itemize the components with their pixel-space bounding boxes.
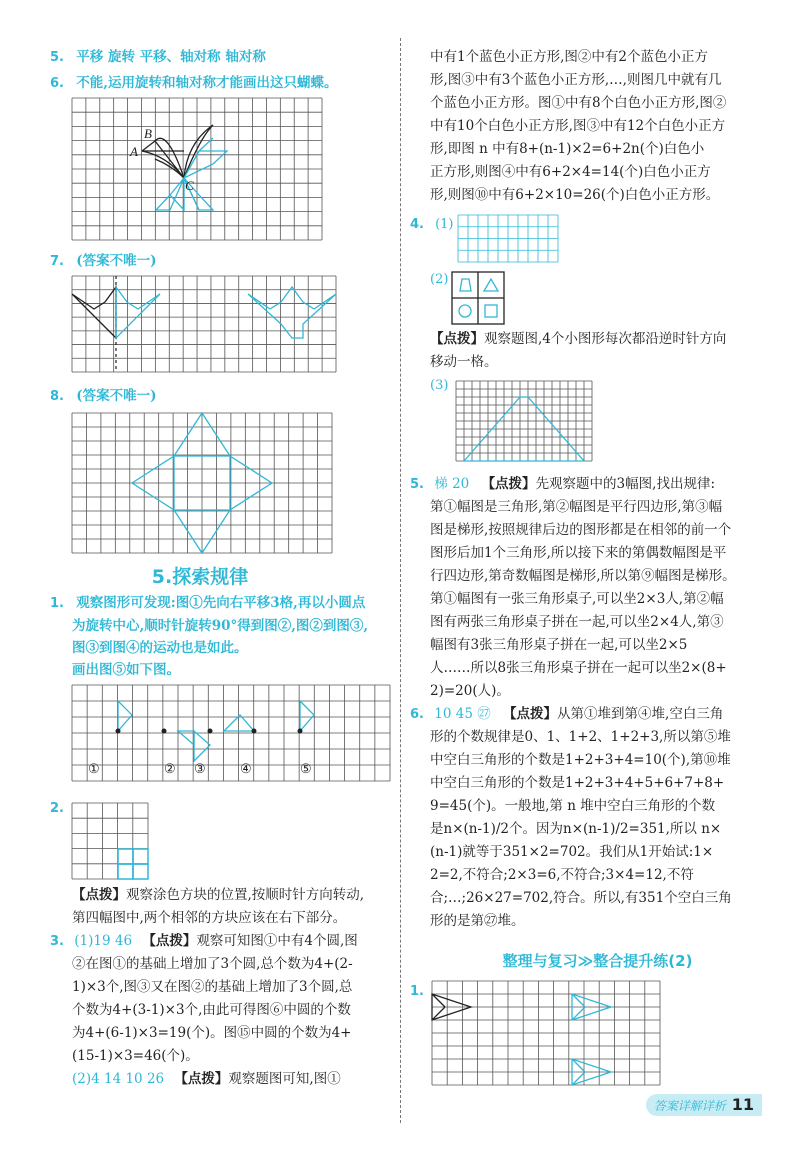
answer-2: (2)4 14 10 26: [72, 1071, 165, 1087]
star-grid-figure: [72, 413, 332, 553]
left-s2: [50, 797, 64, 816]
line-1: 观察可知图①中有4个圆,图: [196, 933, 358, 949]
fig-label-2: ②: [164, 762, 176, 777]
line-5: 9=45(个)。一般地,第 n 堆中空白三角形的个数: [430, 798, 716, 814]
q-number: 5.: [410, 477, 424, 492]
section-2-part-1: 整理与复习: [502, 952, 578, 970]
tip-label: 【点拨】: [430, 331, 484, 347]
answer-text: 平移 旋转 平移、轴对称 轴对称: [76, 49, 266, 65]
left-s2-tip: [72, 884, 397, 930]
line-2: 第①幅图是三角形,第②幅图是平行四边形,第③幅: [430, 499, 723, 515]
line-2: 第四幅图中,两个相邻的方块应该在右下部分。: [72, 910, 347, 926]
line-4: 画出图⑤如下图。: [72, 662, 180, 678]
line-1: 从第①堆到第④堆,空白三角: [557, 706, 724, 722]
q-number: 6.: [410, 707, 424, 722]
line-5: 形,即图 n 中有8+(n-1)×2=6+2n(个)白色小: [430, 141, 705, 157]
left-s3: [50, 930, 398, 1091]
line-2: 形的个数规律是0、1、1+2、1+2+3,所以第⑤堆: [430, 729, 731, 745]
arrow-shape-grid-figure: [432, 981, 660, 1085]
line-8: 幅图有3张三角形桌子拼在一起,可以坐2×5: [430, 637, 688, 653]
line-6: 正方形,则图④中有6+2×4=14(个)白色小正方: [430, 164, 711, 180]
footer-text: 答案详解详析: [653, 1099, 726, 1113]
tip-label-2: 【点拨】: [174, 1071, 229, 1087]
pattern-strip-figure: [458, 215, 558, 262]
line-4: 中有10个白色小正方形,图③中有12个白色小正方: [430, 118, 726, 134]
line-1: 观察图形可发现:图①先向右平移3格,再以小圆点: [76, 595, 366, 611]
page-footer: [646, 1094, 762, 1116]
line-4: 个数为4+(3-1)×3个,由此可得图⑥中圆的个数: [72, 1002, 351, 1018]
answer-text: (答案不唯一): [76, 253, 157, 269]
line-3: 中空白三角形的个数是1+2+3+4=10(个),第⑩堆: [430, 752, 731, 768]
right-continuation: [430, 46, 760, 207]
answer-text: 不能,运用旋转和轴对称才能画出这只蝴蝶。: [76, 75, 338, 91]
line-3: 图③到图④的运动也是如此。: [72, 640, 248, 656]
line-2: 为旋转中心,顺时针旋转90°得到图②,图②到图③,: [72, 618, 369, 634]
answer: 梯 20: [434, 476, 470, 492]
tip-label: 【点拨】: [72, 887, 126, 903]
tip-label: 【点拨】: [142, 933, 197, 949]
right-q5: [410, 473, 760, 703]
answer-1: (1)19 46: [74, 933, 133, 949]
line-1: 观察题图,4个小图形每次都沿逆时针方向: [484, 331, 727, 347]
line-10: 2)=20(人)。: [430, 683, 510, 699]
line-1: 观察涂色方块的位置,按顺时针方向转动,: [126, 887, 365, 903]
line-7: 图有两张三角形桌子拼在一起,可以坐2×4人,第③: [430, 614, 724, 630]
line-3: 图是梯形,按照规律后边的图形都是在相邻的前一个: [430, 522, 732, 538]
triangle-grid-figure: [456, 381, 592, 461]
fig-label-1: ①: [88, 762, 100, 777]
section-title: 5.探索规律: [151, 566, 249, 588]
q-number: 8.: [50, 389, 64, 404]
line-5: 为4+(6-1)×3=19(个)。图⑮中圆的个数为4+: [72, 1025, 352, 1041]
line-4: 中空白三角形的个数是1+2+3+4+5+6+7+8+: [430, 775, 725, 791]
q-number: 6.: [50, 76, 64, 91]
right-q4: [410, 213, 454, 232]
label-c: C: [185, 178, 194, 193]
line-1: 先观察题中的3幅图,找出规律:: [535, 476, 715, 492]
q-number: 7.: [50, 254, 64, 269]
left-q7: [50, 250, 157, 273]
line-9: 人……所以8张三角形桌子拼在一起可以坐2×(8+: [430, 660, 727, 676]
section-2-part-2: 整合提升练(2): [593, 952, 693, 970]
tulip-grid-figure: [72, 276, 336, 372]
q-number: 3.: [50, 934, 64, 949]
section-2-title: [405, 950, 790, 971]
line-7: 形,则图⑩中有6+2×10=26(个)白色小正方形。: [430, 187, 720, 203]
label-b: B: [144, 126, 152, 141]
line-3: 个蓝色小正方形。图①中有8个白色小正方形,图②: [430, 95, 727, 111]
label-a: A: [130, 144, 138, 159]
line-1: 中有1个蓝色小正方形,图②中有2个蓝色小正方: [430, 49, 708, 65]
q-number: 4.: [410, 217, 424, 232]
left-q5: [50, 46, 266, 69]
line-2: ②在图①的基础上增加了3个圆,总个数为4+(2-: [72, 956, 353, 972]
q-number: 2.: [50, 801, 64, 816]
tip-label: 【点拨】: [481, 476, 536, 492]
section-2-arrow: ≫: [577, 952, 594, 970]
line-4: 图形后加1个三角形,所以接下来的第偶数幅图是平: [430, 545, 727, 561]
line-5: 行四边形,第奇数幅图是梯形,所以第⑨幅图是梯形。: [430, 568, 736, 584]
part-1-label: (1): [435, 217, 454, 232]
page-number: 11: [731, 1095, 754, 1114]
shape-quad-figure: [452, 272, 504, 324]
line-10: 形的是第㉗堆。: [430, 913, 525, 929]
q-number: 5.: [50, 50, 64, 65]
right-q4-tip: [430, 328, 760, 374]
right-q6: [410, 703, 765, 933]
rotation-grid-figure: [72, 685, 390, 781]
right-s1: [410, 980, 424, 999]
tip-label: 【点拨】: [503, 706, 558, 722]
q-number: 1.: [410, 984, 424, 999]
left-q6: [50, 72, 337, 95]
line-3: 1)×3个,图③又在图②的基础上增加了3个圆,总: [72, 979, 353, 995]
line-6: 是n×(n-1)/2个。因为n×(n-1)/2=351,所以 n×: [430, 821, 722, 837]
line-2: 形,图③中有3个蓝色小正方形,…,则图几中就有几: [430, 72, 722, 88]
fig-label-3: ③: [194, 762, 206, 777]
line-6: 第①幅图有一张三角形桌子,可以坐2×3人,第②幅: [430, 591, 724, 607]
line-2: 移动一格。: [430, 354, 498, 370]
answer-text: (答案不唯一): [76, 388, 157, 404]
line-8: 2=2,不符合;2×3=6,不符合;3×4=12,不符: [430, 867, 694, 883]
fig-label-5: ⑤: [300, 762, 312, 777]
left-s1: [50, 592, 395, 681]
part-3-label: (3): [430, 378, 449, 393]
line-7: (n-1)就等于351×2=702。我们从1开始试:1×: [430, 844, 714, 860]
fig-label-4: ④: [240, 762, 252, 777]
square-grid-figure: [72, 803, 148, 879]
butterfly-grid-figure: [72, 98, 322, 240]
answer: 10 45 ㉗: [434, 706, 491, 722]
part-2-label: (2): [430, 272, 449, 287]
line-9: 合;…;26×27=702,符合。所以,有351个空白三角: [430, 890, 732, 906]
q-number: 1.: [50, 596, 64, 611]
line-6: (15-1)×3=46(个)。: [72, 1048, 199, 1064]
left-q8: [50, 385, 157, 408]
line-7: 观察题图可知,图①: [228, 1071, 341, 1087]
column-divider: [400, 38, 401, 1123]
